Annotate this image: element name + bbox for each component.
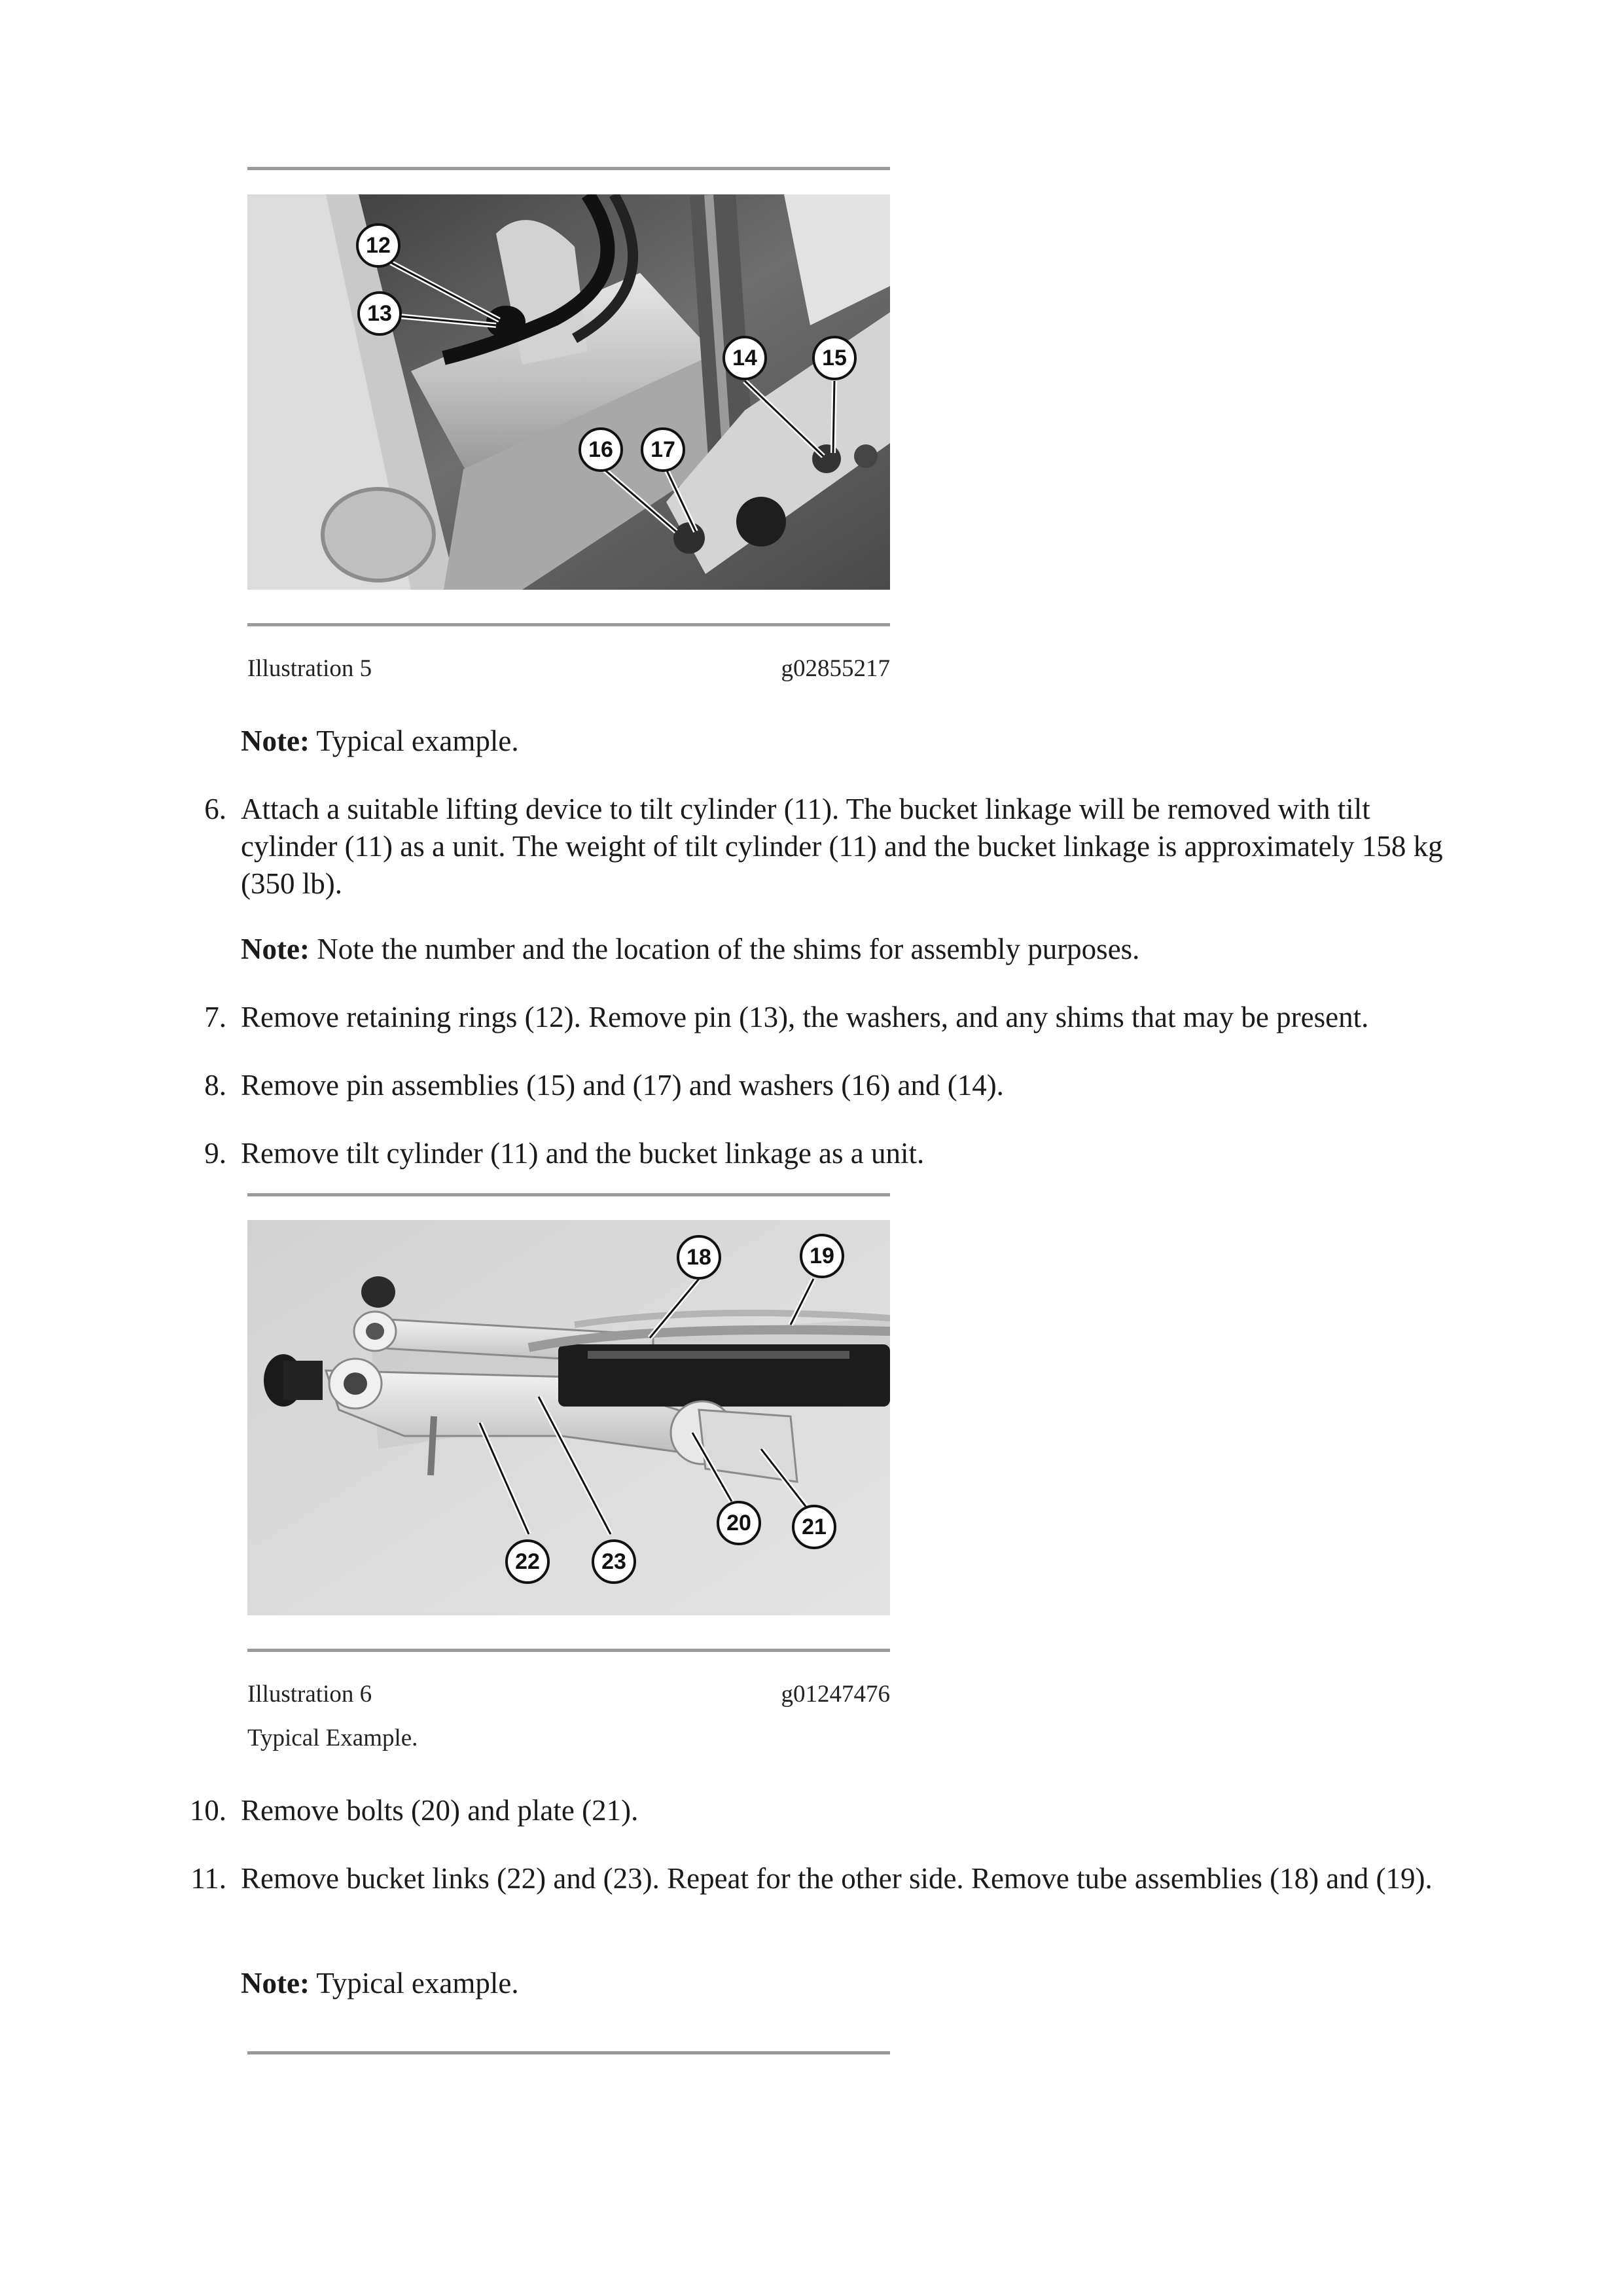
step-number: 11. [190, 1862, 226, 1895]
callout-15 [813, 337, 855, 379]
svg-text:18: 18 [687, 1245, 711, 1270]
step-number: 9. [204, 1137, 226, 1170]
svg-text:12: 12 [366, 233, 391, 258]
callout-22 [507, 1541, 548, 1583]
step-number: 6. [204, 793, 226, 825]
callout-20 [718, 1502, 760, 1544]
callout-23 [593, 1541, 635, 1583]
svg-text:17: 17 [651, 437, 675, 462]
illustration-label: Illustration 6 [247, 1681, 372, 1708]
step-text: Remove bucket links (22) and (23). Repeat for the other side. Remove tube assemblies (18) and (19). [241, 1862, 1433, 1895]
step-text: Remove tilt cylinder (11) and the bucket linkage as a unit. [241, 1137, 925, 1170]
step-text: Remove retaining rings (12). Remove pin (13), the washers, and any shims that may be present. [241, 1001, 1369, 1033]
callout-14 [724, 337, 766, 379]
figure-top-rule [247, 2051, 890, 2054]
illustration-id: g01247476 [781, 1681, 890, 1708]
figure-top-rule [247, 167, 890, 170]
note-paragraph [241, 723, 1458, 760]
svg-text:16: 16 [588, 437, 613, 462]
illustration-6-photo [247, 1220, 890, 1615]
callout-19 [801, 1235, 843, 1277]
note-paragraph [241, 1965, 1458, 2002]
note-text: Typical example. [309, 1967, 519, 2000]
figure-bottom-rule [247, 1649, 890, 1652]
illustration-label: Illustration 5 [247, 655, 372, 682]
svg-text:14: 14 [732, 346, 757, 370]
step-text: Attach a suitable lifting device to tilt cylinder (11). The bucket linkage will be removed with tilt cylinder (11) as a unit. The weight of tilt cylinder (11) and the bucket linkage is approximately 158 kg (350 lb). [241, 793, 1443, 900]
figure-top-rule [247, 1193, 890, 1196]
note-text: Typical example. [309, 725, 519, 757]
note-label: Note: [241, 1967, 310, 2000]
illustration-id: g02855217 [781, 655, 890, 682]
step-text: Remove pin assemblies (15) and (17) and washers (16) and (14). [241, 1069, 1004, 1102]
svg-text:13: 13 [367, 301, 392, 326]
svg-text:21: 21 [802, 1515, 827, 1539]
callout-16 [580, 429, 622, 471]
callout-18 [678, 1236, 720, 1278]
illustration-5-photo [247, 194, 890, 590]
svg-text:15: 15 [822, 346, 847, 370]
figure-bottom-rule [247, 623, 890, 626]
svg-text:23: 23 [601, 1549, 626, 1574]
illustration-subcaption: Typical Example. [247, 1725, 418, 1751]
svg-text:22: 22 [515, 1549, 540, 1574]
callout-12 [357, 224, 399, 266]
svg-text:20: 20 [726, 1511, 751, 1535]
callout-13 [359, 293, 401, 334]
step-text: Remove bolts (20) and plate (21). [241, 1794, 639, 1827]
step-number: 8. [204, 1069, 226, 1102]
note-paragraph [241, 931, 1458, 968]
svg-text:19: 19 [810, 1244, 834, 1268]
step-number: 7. [204, 1001, 226, 1033]
note-label: Note: [241, 933, 310, 965]
note-text: Note the number and the location of the shims for assembly purposes. [309, 933, 1140, 965]
step-number: 10. [189, 1794, 226, 1827]
callout-17 [642, 429, 684, 471]
note-label: Note: [241, 725, 310, 757]
callout-21 [793, 1506, 835, 1548]
